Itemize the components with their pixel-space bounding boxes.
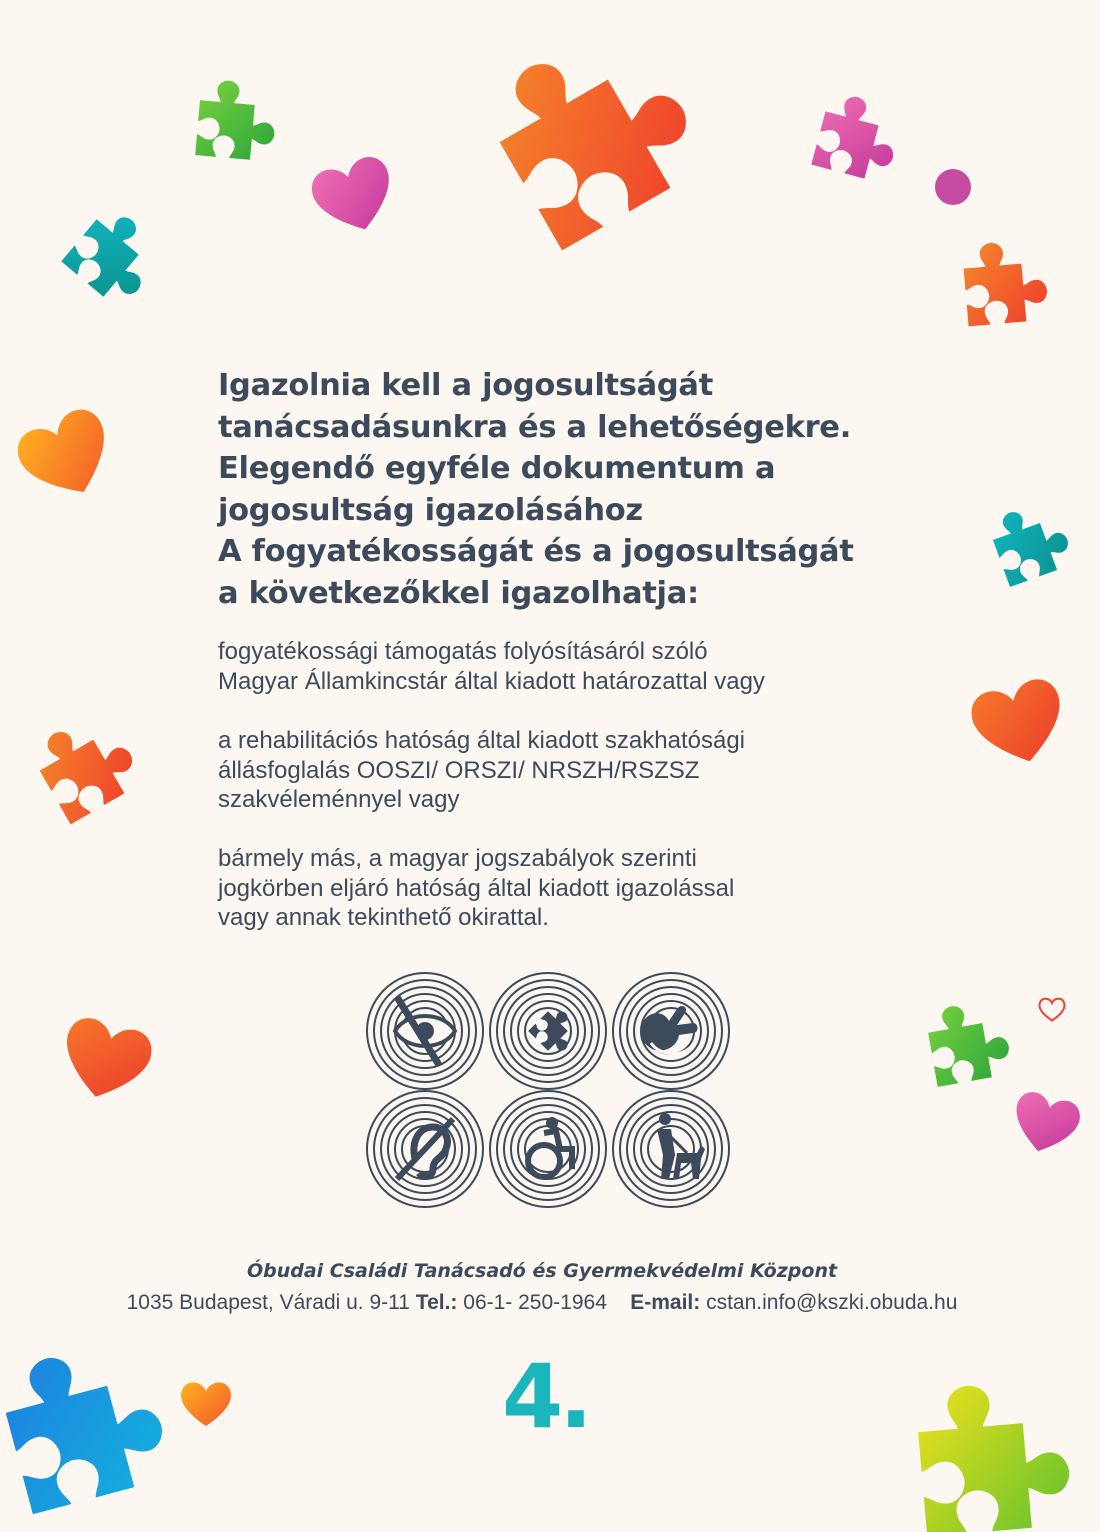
- hearing-impaired-icon: [364, 1088, 486, 1210]
- paragraph-2: [218, 726, 918, 815]
- organization-name: Óbudai Családi Tanácsadó és Gyermekvédelmi Központ: [246, 1260, 838, 1282]
- orange-heart-right: [967, 675, 1073, 773]
- heading-line: A fogyatékosságát és a jogosultságát: [218, 534, 854, 569]
- email-label: E-mail:: [630, 1291, 701, 1314]
- heading-line: jogosultság igazolásához: [218, 492, 643, 528]
- paragraph-line: jogkörben eljáró hatóság által kiadott igazolással: [218, 874, 735, 902]
- page-number: 4.: [502, 1345, 589, 1448]
- wheelchair-icon: [487, 1088, 609, 1210]
- pink-dot: [935, 169, 971, 205]
- paragraph-line: a rehabilitációs hatóság által kiadott szakhatósági: [218, 727, 745, 754]
- heading-line: Elegendő egyféle dokumentum a: [218, 451, 776, 486]
- disability-icons-grid: [364, 970, 732, 1210]
- guide-dog-icon: [610, 1088, 732, 1210]
- teal-puzzle: [61, 202, 169, 310]
- phone-label: Tel.:: [415, 1291, 458, 1314]
- orange-heart-left-lower: [54, 1014, 156, 1108]
- orange-heart-left: [11, 403, 125, 511]
- phone-number: 06-1- 250-1964: [463, 1291, 607, 1314]
- green-puzzle-right: [924, 998, 1013, 1087]
- main-heading: [218, 365, 978, 614]
- contact-line: [0, 1291, 1084, 1315]
- address: 1035 Budapest, Váradi u. 9-11: [126, 1291, 410, 1314]
- email-address[interactable]: cstan.info@kszki.obuda.hu: [706, 1291, 958, 1314]
- paragraph-line: Magyar Államkincstár által kiadott határozattal vagy: [218, 667, 765, 695]
- lime-puzzle: [914, 1378, 1073, 1532]
- paragraph-line: állásfoglalás OOSZI/ ORSZI/ NRSZH/RSZSZ: [218, 756, 700, 784]
- orange-puzzle-left: [27, 706, 146, 825]
- paragraph-line: bármely más, a magyar jogszabályok szerinti: [218, 845, 697, 872]
- orange-puzzle-large: [475, 11, 714, 250]
- green-puzzle: [195, 78, 278, 161]
- paragraph-line: fogyatékossági támogatás folyósításáról szóló: [218, 638, 708, 665]
- blind-vision-icon: [364, 970, 486, 1092]
- paragraph-line: vagy annak tekinthető okirattal.: [218, 904, 549, 931]
- pink-heart: [307, 152, 403, 241]
- pink-puzzle: [811, 90, 905, 184]
- pink-heart-right: [1007, 1089, 1084, 1160]
- heading-line: Igazolnia kell a jogosultságát: [218, 368, 713, 403]
- paragraph-line: szakvéleménnyel vagy: [218, 786, 460, 813]
- blue-puzzle: [0, 1334, 175, 1514]
- orange-puzzle-right: [962, 238, 1050, 326]
- heading-line: a következőkkel igazolhatja:: [218, 575, 699, 611]
- puzzle-icon: [487, 970, 609, 1092]
- paragraph-3: [218, 844, 918, 933]
- teal-puzzle-right: [986, 497, 1076, 587]
- orange-heart-small: [181, 1382, 231, 1426]
- paragraph-1: [218, 637, 918, 696]
- heading-line: tanácsadásunkra és a lehetőségekre.: [218, 409, 851, 445]
- small-red-heart: [1040, 999, 1065, 1021]
- sign-language-icon: [610, 970, 732, 1092]
